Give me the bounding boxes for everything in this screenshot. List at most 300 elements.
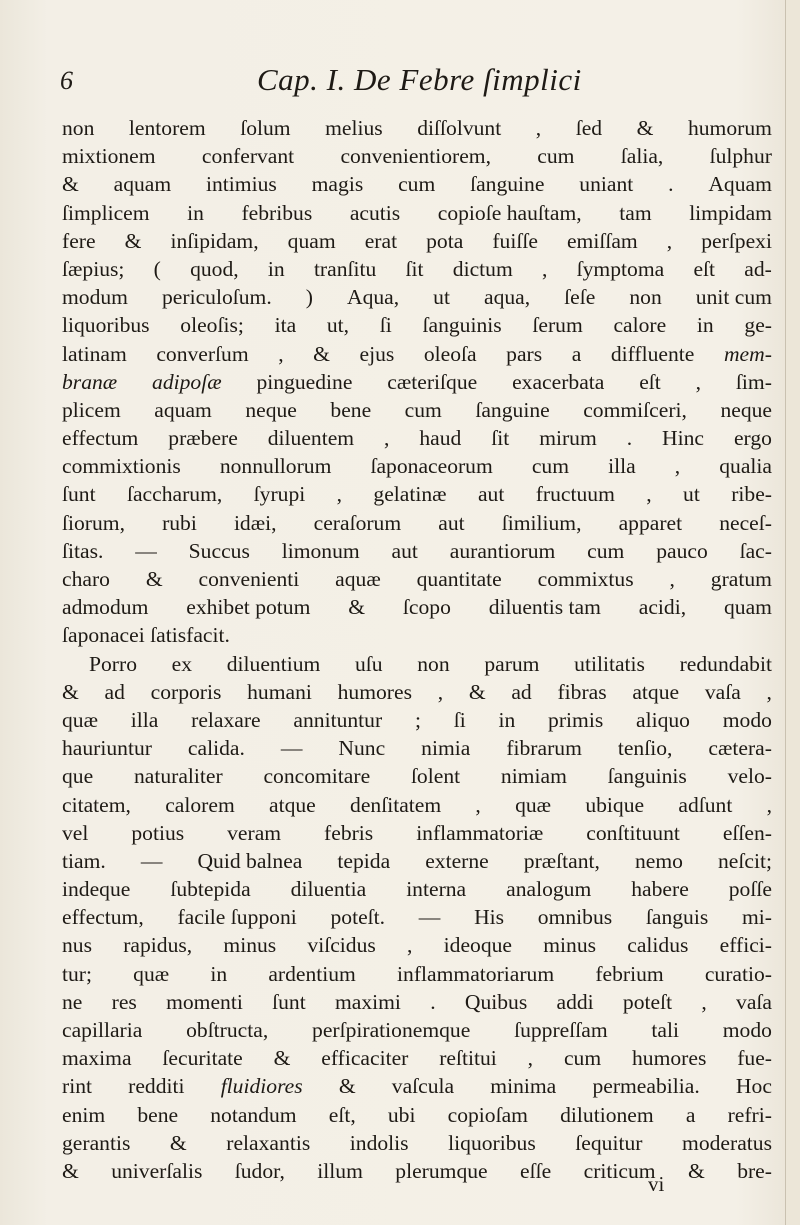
- body-text: [62, 114, 772, 1185]
- word: humores: [631, 1046, 707, 1071]
- word: mem-: [723, 341, 772, 366]
- word: vaſa: [736, 989, 772, 1014]
- word: res: [111, 989, 137, 1014]
- word: cum: [563, 1046, 602, 1071]
- word: quæ: [133, 961, 170, 986]
- text-line: [62, 170, 772, 198]
- word: copioſe hauſtam,: [437, 200, 582, 225]
- word: pars: [506, 341, 543, 366]
- word: Porro: [89, 651, 137, 676]
- word: eſſe: [520, 1158, 552, 1183]
- word: effectum: [62, 426, 139, 451]
- word: addi: [556, 989, 594, 1014]
- word: ,: [384, 426, 390, 451]
- word: nus: [62, 933, 92, 958]
- text-line: [62, 396, 772, 424]
- word: velo-: [727, 764, 772, 789]
- word: omnibus: [537, 905, 613, 930]
- word: calida.: [187, 736, 245, 761]
- page-edge: [785, 0, 800, 1225]
- word: diluentium: [226, 651, 321, 676]
- word: interna: [406, 877, 467, 902]
- text-line: [62, 227, 772, 255]
- word: corporis: [150, 679, 222, 704]
- word: limonum: [281, 538, 360, 563]
- word: erat: [364, 228, 398, 253]
- text-line: [62, 368, 772, 396]
- word: analogum: [506, 877, 592, 902]
- word: aliquo: [635, 707, 690, 732]
- word: annituntur: [293, 707, 383, 732]
- word: ribe-: [731, 482, 772, 507]
- word: in: [267, 256, 285, 281]
- word: relaxare: [191, 707, 261, 732]
- word: habere: [631, 877, 689, 902]
- word: præſtant,: [523, 848, 600, 873]
- word: in: [498, 707, 516, 732]
- text-line: [62, 1072, 772, 1100]
- word: Nunc: [338, 736, 386, 761]
- word: ſalia,: [620, 144, 664, 169]
- word: ſanguinis: [422, 313, 502, 338]
- text-line: [62, 255, 772, 283]
- text-line: [62, 340, 772, 368]
- word: cum: [531, 454, 570, 479]
- word: plerumque: [395, 1158, 488, 1183]
- word: eſſen-: [722, 820, 772, 845]
- word: fluidiores: [220, 1074, 303, 1099]
- word: aquam: [154, 397, 212, 422]
- word: ut: [683, 482, 700, 507]
- word: bene: [330, 397, 372, 422]
- word: febrium: [595, 961, 664, 986]
- word: effici-: [719, 933, 772, 958]
- word: admodum: [62, 595, 149, 620]
- word: ceraſorum: [313, 510, 402, 535]
- word: ſim-: [735, 369, 772, 394]
- word: ſyrupi: [253, 482, 306, 507]
- word: ergo: [733, 426, 772, 451]
- word: ejus: [359, 341, 395, 366]
- word: commixtus: [537, 567, 634, 591]
- word: ſed: [575, 116, 603, 140]
- word: exacerbata: [512, 369, 605, 394]
- word: &: [169, 1130, 187, 1155]
- word: diluentia: [290, 877, 367, 902]
- word: acutis: [349, 200, 401, 225]
- word: ut: [433, 285, 450, 310]
- word: ,: [669, 567, 675, 591]
- word: unit cum: [695, 285, 772, 310]
- word: fructuum: [535, 482, 615, 507]
- word: indolis: [349, 1130, 409, 1155]
- word: a: [571, 341, 582, 366]
- word: adſunt: [678, 792, 733, 817]
- word: ſolum: [240, 116, 291, 140]
- word: refri-: [727, 1102, 772, 1127]
- word: convenienti: [198, 567, 300, 591]
- word: cum: [398, 172, 436, 197]
- catchword: vi: [648, 1172, 665, 1196]
- text-line: [62, 593, 772, 621]
- word: &: [273, 1046, 291, 1071]
- word: Hinc: [662, 426, 705, 451]
- word: mirum: [539, 426, 597, 451]
- word: non: [629, 285, 662, 310]
- text-line: [62, 706, 772, 734]
- word: redundabit: [679, 651, 772, 676]
- text-line: [62, 1129, 772, 1157]
- word: ſaccharum,: [126, 482, 223, 507]
- word: inſipidam,: [170, 228, 259, 253]
- word: —: [140, 848, 163, 873]
- word: fue-: [737, 1046, 772, 1071]
- text-line: [62, 960, 772, 988]
- word: periculoſum.: [162, 285, 272, 310]
- word: plicem: [62, 397, 121, 422]
- word: apparet: [618, 510, 683, 535]
- word: minima: [490, 1074, 557, 1099]
- word: commixtionis: [62, 454, 181, 479]
- word: pinguedine: [256, 369, 353, 394]
- word: aurantiorum: [449, 538, 556, 563]
- word: ;: [414, 707, 421, 732]
- word: ſi: [379, 313, 392, 338]
- word: indeque: [62, 877, 131, 902]
- word: aut: [438, 510, 465, 535]
- word: ideoque: [443, 933, 513, 958]
- word: capillaria: [62, 1018, 143, 1042]
- text-line: [62, 762, 772, 790]
- word: &: [62, 1158, 79, 1183]
- word: &: [338, 1074, 356, 1099]
- word: ſæpius;: [62, 256, 125, 281]
- word: bre-: [737, 1158, 772, 1183]
- word: potius: [131, 820, 185, 845]
- word: gerantis: [62, 1130, 131, 1155]
- word: calorem: [165, 792, 235, 817]
- word: præbere: [168, 426, 238, 451]
- word: ſanguinis: [607, 764, 687, 789]
- word: inflammatoriarum: [397, 961, 555, 986]
- word: illa: [608, 454, 636, 479]
- word: notandum: [210, 1102, 297, 1127]
- word: neque: [245, 397, 297, 422]
- word: ,: [278, 341, 284, 366]
- text-line: [62, 142, 772, 170]
- text-line: [62, 1101, 772, 1129]
- word: &: [348, 595, 366, 620]
- word: rubi: [162, 510, 197, 535]
- word: ſerum: [532, 313, 583, 338]
- word: ,: [695, 369, 702, 394]
- word: ſimplicem: [62, 200, 150, 225]
- text-line: [62, 1044, 772, 1072]
- word: eſt: [693, 256, 716, 281]
- word: convenientiorem,: [340, 144, 491, 169]
- word: ſanguine: [470, 172, 545, 197]
- word: denſitatem: [350, 792, 442, 817]
- word: liquoribus: [62, 313, 150, 338]
- word: perſpirationemque: [312, 1018, 471, 1042]
- word: relaxantis: [226, 1130, 311, 1155]
- running-header: [60, 62, 750, 102]
- word: &: [145, 567, 163, 591]
- word: non: [417, 651, 450, 676]
- word: ſunt: [62, 482, 96, 507]
- word: charo: [62, 567, 110, 591]
- word: Quibus: [464, 989, 528, 1014]
- word: (: [153, 256, 161, 281]
- word: ,: [766, 679, 772, 704]
- word: qualia: [719, 454, 772, 479]
- word: efficaciter: [321, 1046, 409, 1071]
- word: aquam: [113, 172, 172, 197]
- word: obſtructa,: [186, 1018, 269, 1042]
- word: emiſſam: [566, 228, 638, 253]
- word: maximi: [334, 989, 401, 1014]
- word: univerſalis: [111, 1158, 203, 1183]
- word: dilutionem: [560, 1102, 654, 1127]
- word: tranſitu: [313, 256, 377, 281]
- word: commiſceri,: [583, 397, 687, 422]
- word: tali: [651, 1018, 679, 1042]
- text-line: [62, 424, 772, 452]
- word: Hoc: [735, 1074, 772, 1099]
- word: tenſio,: [617, 736, 673, 761]
- word: —: [280, 736, 303, 761]
- text-line: [62, 847, 772, 875]
- word: converſum: [156, 341, 249, 366]
- word: ſolent: [410, 764, 461, 789]
- word: illum: [317, 1158, 363, 1183]
- text-line: [62, 621, 772, 649]
- word: liquoribus: [448, 1130, 536, 1155]
- word: ſeſe: [564, 285, 596, 310]
- word: ,: [437, 679, 444, 704]
- word: tiam.: [62, 848, 106, 873]
- word: cæteriſque: [387, 369, 478, 394]
- word: bene: [137, 1102, 179, 1127]
- word: uniant: [579, 172, 634, 197]
- word: Aqua,: [346, 285, 400, 310]
- word: permeabilia.: [592, 1074, 700, 1099]
- word: inflammatoriæ: [416, 820, 544, 845]
- word: .: [626, 426, 633, 451]
- word: ſuppreſſam: [514, 1018, 608, 1042]
- word: aut: [391, 538, 418, 563]
- word: oleoſis;: [180, 313, 244, 338]
- text-line: [62, 903, 772, 931]
- word: ſit: [405, 256, 424, 281]
- word: moderatus: [682, 1130, 772, 1155]
- word: facile ſupponi: [177, 905, 297, 930]
- word: lentorem: [128, 116, 206, 140]
- word: ,: [407, 933, 413, 958]
- word: ad: [104, 679, 125, 704]
- word: —: [135, 538, 157, 563]
- word: modo: [722, 707, 772, 732]
- word: ita: [274, 313, 297, 338]
- text-line: [62, 678, 772, 706]
- word: ſubtepida: [170, 877, 251, 902]
- text-line: [62, 565, 772, 593]
- word: His: [474, 905, 505, 930]
- word: poſſe: [728, 877, 772, 902]
- word: confervant: [201, 144, 295, 169]
- word: ſunt: [272, 989, 306, 1014]
- word: ardentium: [268, 961, 356, 986]
- word: modo: [722, 1018, 772, 1042]
- word: ſatisfacit.: [150, 623, 230, 648]
- word: haud: [419, 426, 462, 451]
- text-line: [62, 452, 772, 480]
- word: primis: [548, 707, 604, 732]
- word: &: [62, 679, 79, 704]
- word: limpidam: [689, 200, 772, 225]
- word: tam: [619, 200, 652, 225]
- word: eſt,: [328, 1102, 356, 1127]
- word: naturaliter: [133, 764, 223, 789]
- word: tepida: [337, 848, 391, 873]
- word: febris: [324, 820, 374, 845]
- word: ſymptoma: [576, 256, 665, 281]
- word: cum: [587, 538, 625, 563]
- word: pota: [426, 228, 464, 253]
- word: diluentis tam: [488, 595, 601, 620]
- text-line: [62, 311, 772, 339]
- word: dictum: [452, 256, 513, 281]
- word: quam: [287, 228, 336, 253]
- word: vel: [62, 820, 89, 845]
- word: ſimilium,: [501, 510, 582, 535]
- word: Aquam: [708, 172, 772, 197]
- word: mixtionem: [62, 144, 156, 169]
- word: branæ: [62, 369, 118, 394]
- text-line: [62, 537, 772, 565]
- word: externe: [425, 848, 489, 873]
- word: maxima: [62, 1046, 132, 1071]
- word: diluentem: [267, 426, 355, 451]
- text-line: [62, 1016, 772, 1044]
- word: ubique: [585, 792, 645, 817]
- word: diffluente: [610, 341, 695, 366]
- word: ,: [674, 454, 681, 479]
- word: ex: [171, 651, 193, 676]
- word: ,: [475, 792, 481, 817]
- word: ſudor,: [234, 1158, 285, 1183]
- word: curatio-: [704, 961, 772, 986]
- word: parum: [484, 651, 540, 676]
- text-line: [62, 931, 772, 959]
- word: in: [210, 961, 228, 986]
- word: ſecuritate: [162, 1046, 243, 1071]
- word: ge-: [744, 313, 772, 338]
- text-line: [62, 1157, 772, 1185]
- text-line: [62, 734, 772, 762]
- word: ,: [701, 989, 707, 1014]
- word: ſitas.: [62, 538, 104, 563]
- word: ,: [527, 1046, 534, 1071]
- word: nonnullorum: [219, 454, 332, 479]
- word: ſi: [453, 707, 466, 732]
- word: quam: [724, 595, 772, 620]
- text-line: [62, 988, 772, 1016]
- word: perſpexi: [701, 228, 772, 253]
- word: modum: [62, 285, 128, 310]
- word: calidus: [627, 933, 689, 958]
- word: fibrarum: [506, 736, 582, 761]
- text-line: [62, 114, 772, 142]
- word: humorum: [687, 116, 772, 140]
- word: exhibet potum: [186, 595, 311, 620]
- word: neque: [720, 397, 772, 422]
- word: latinam: [62, 341, 127, 366]
- word: in: [187, 200, 204, 225]
- word: ubi: [387, 1102, 416, 1127]
- word: quæ: [62, 707, 98, 732]
- text-line: [62, 819, 772, 847]
- word: &: [124, 228, 142, 253]
- word: rint: [62, 1074, 92, 1099]
- word: uſu: [354, 651, 383, 676]
- word: &: [687, 1158, 705, 1183]
- word: ſcopo: [402, 595, 451, 620]
- word: ſac-: [739, 538, 772, 563]
- word: non: [62, 116, 95, 140]
- word: &: [468, 679, 486, 704]
- word: aut: [477, 482, 505, 507]
- word: hauriuntur: [62, 736, 152, 761]
- word: ,: [766, 792, 772, 817]
- text-line: [62, 509, 772, 537]
- word: cætera-: [708, 736, 772, 761]
- word: eſt: [639, 369, 661, 394]
- word: ſanguis: [645, 905, 709, 930]
- word: quod,: [190, 256, 239, 281]
- page-number: 6: [60, 66, 73, 95]
- text-line: [62, 650, 772, 678]
- word: ſulphur: [709, 144, 772, 169]
- word: concomitare: [263, 764, 371, 789]
- word: humores: [337, 679, 412, 704]
- word: &: [62, 172, 79, 197]
- word: ,: [336, 482, 343, 507]
- word: ): [305, 285, 313, 310]
- word: mi-: [741, 905, 772, 930]
- word: cum: [537, 144, 575, 169]
- word: neceſ-: [719, 510, 772, 535]
- word: poteſt: [622, 989, 673, 1014]
- word: atque: [269, 792, 316, 817]
- word: minus: [223, 933, 277, 958]
- word: copioſam: [447, 1102, 528, 1127]
- word: &: [313, 341, 330, 366]
- word: idæi,: [233, 510, 277, 535]
- word: gratum: [710, 567, 772, 591]
- word: Quid balnea: [197, 848, 303, 873]
- word: conſtituunt: [586, 820, 680, 845]
- word: ſit: [491, 426, 510, 451]
- word: vaſcula: [391, 1074, 455, 1099]
- word: nemo: [634, 848, 683, 873]
- word: ,: [646, 482, 652, 507]
- word: a: [685, 1102, 696, 1127]
- word: melius: [325, 116, 383, 140]
- word: ne: [62, 989, 83, 1014]
- word: utilitatis: [574, 651, 645, 676]
- word: ,: [535, 116, 542, 140]
